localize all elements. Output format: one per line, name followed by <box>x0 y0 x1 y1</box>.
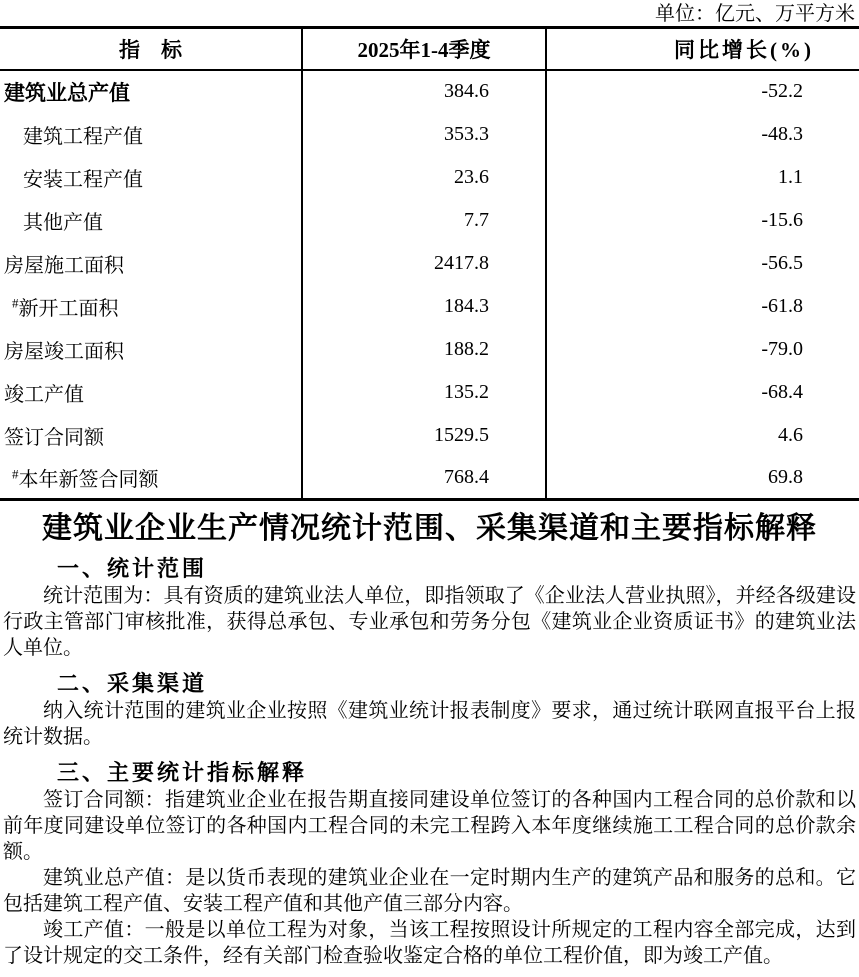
section-heading: 二、采集渠道 <box>57 671 208 696</box>
section-heading: 一、统计范围 <box>57 556 208 581</box>
growth-cell: 1.1 <box>546 156 859 199</box>
indicator-cell: 建筑业总产值 <box>4 80 130 105</box>
table-header <box>0 28 859 70</box>
growth-cell: -15.6 <box>546 199 859 242</box>
table-row <box>0 156 859 199</box>
growth-cell: -48.3 <box>546 113 859 156</box>
paragraph: 纳入统计范围的建筑业企业按照《建筑业统计报表制度》要求，通过统计联网直报平台上报统计数据。 <box>3 700 856 748</box>
indicator-cell: #本年新签合同额 <box>12 466 159 491</box>
paragraph: 签订合同额：指建筑业企业在报告期直接同建设单位签订的各种国内工程合同的总价款和以前年度同建设单位签订的各种国内工程合同的未完工程跨入本年度继续施工工程合同的总价款余额。 <box>3 789 856 863</box>
value-cell: 1529.5 <box>302 414 546 457</box>
table-row <box>0 70 859 113</box>
growth-cell: -61.8 <box>546 285 859 328</box>
indicator-cell: 其他产值 <box>23 211 103 234</box>
section-statistical-scope <box>0 554 859 661</box>
table-row <box>0 457 859 500</box>
growth-cell: -52.2 <box>546 70 859 113</box>
value-cell: 184.3 <box>302 285 546 328</box>
value-cell: 2417.8 <box>302 242 546 285</box>
growth-cell: 4.6 <box>546 414 859 457</box>
paragraph: 统计范围为：具有资质的建筑业法人单位，即指领取了《企业法人营业执照》，并经各级建设行政主管部门审核批准，获得总承包、专业承包和劳务分包《建筑业企业资质证书》的建筑业法人单位。 <box>3 585 856 659</box>
hash-marker: # <box>12 466 19 482</box>
unit-label: 单位：亿元、万平方米 <box>655 3 855 25</box>
value-cell: 384.6 <box>302 70 546 113</box>
growth-cell: -68.4 <box>546 371 859 414</box>
growth-cell: -79.0 <box>546 328 859 371</box>
table-row <box>0 199 859 242</box>
section-heading: 三、主要统计指标解释 <box>57 760 308 785</box>
indicator-cell: 安装工程产值 <box>23 168 143 191</box>
stats-table <box>0 26 859 501</box>
growth-cell: 69.8 <box>546 457 859 500</box>
paragraph: 建筑业总产值：是以货币表现的建筑业企业在一定时期内生产的建筑产品和服务的总和。它包括建筑工程产值、安装工程产值和其他产值三部分内容。 <box>3 867 856 915</box>
indicator-cell: 签订合同额 <box>4 426 104 449</box>
indicator-cell: #新开工面积 <box>12 294 119 320</box>
doc-title: 建筑业企业生产情况统计范围、采集渠道和主要指标解释 <box>42 512 817 545</box>
col-header-period: 2025年1-4季度 <box>302 28 546 70</box>
table-row <box>0 371 859 414</box>
hash-marker: # <box>12 294 19 310</box>
table-header-row <box>0 28 859 70</box>
table-body <box>0 70 859 500</box>
indicator-cell: 房屋施工面积 <box>4 254 124 277</box>
growth-cell: -56.5 <box>546 242 859 285</box>
table-row <box>0 242 859 285</box>
value-cell: 188.2 <box>302 328 546 371</box>
value-cell: 768.4 <box>302 457 546 500</box>
indicator-cell: 建筑工程产值 <box>23 125 143 148</box>
value-cell: 135.2 <box>302 371 546 414</box>
value-cell: 7.7 <box>302 199 546 242</box>
section-indicator-definitions <box>0 758 859 969</box>
table-row <box>0 285 859 328</box>
table-row <box>0 113 859 156</box>
table-row <box>0 328 859 371</box>
indicator-cell: 竣工产值 <box>4 383 84 406</box>
paragraph: 竣工产值：一般是以单位工程为对象，当该工程按照设计所规定的工程内容全部完成，达到了设计规定的交工条件，经有关部门检查验收鉴定合格的单位工程价值，即为竣工产值。 <box>3 919 856 967</box>
value-cell: 23.6 <box>302 156 546 199</box>
article-sections <box>0 554 859 969</box>
section-collection-channel <box>0 669 859 750</box>
value-cell: 353.3 <box>302 113 546 156</box>
table-row <box>0 414 859 457</box>
col-header-growth: 同比增长(%) <box>546 28 859 70</box>
col-header-indicator: 指 标 <box>0 28 302 70</box>
indicator-cell: 房屋竣工面积 <box>4 340 124 363</box>
